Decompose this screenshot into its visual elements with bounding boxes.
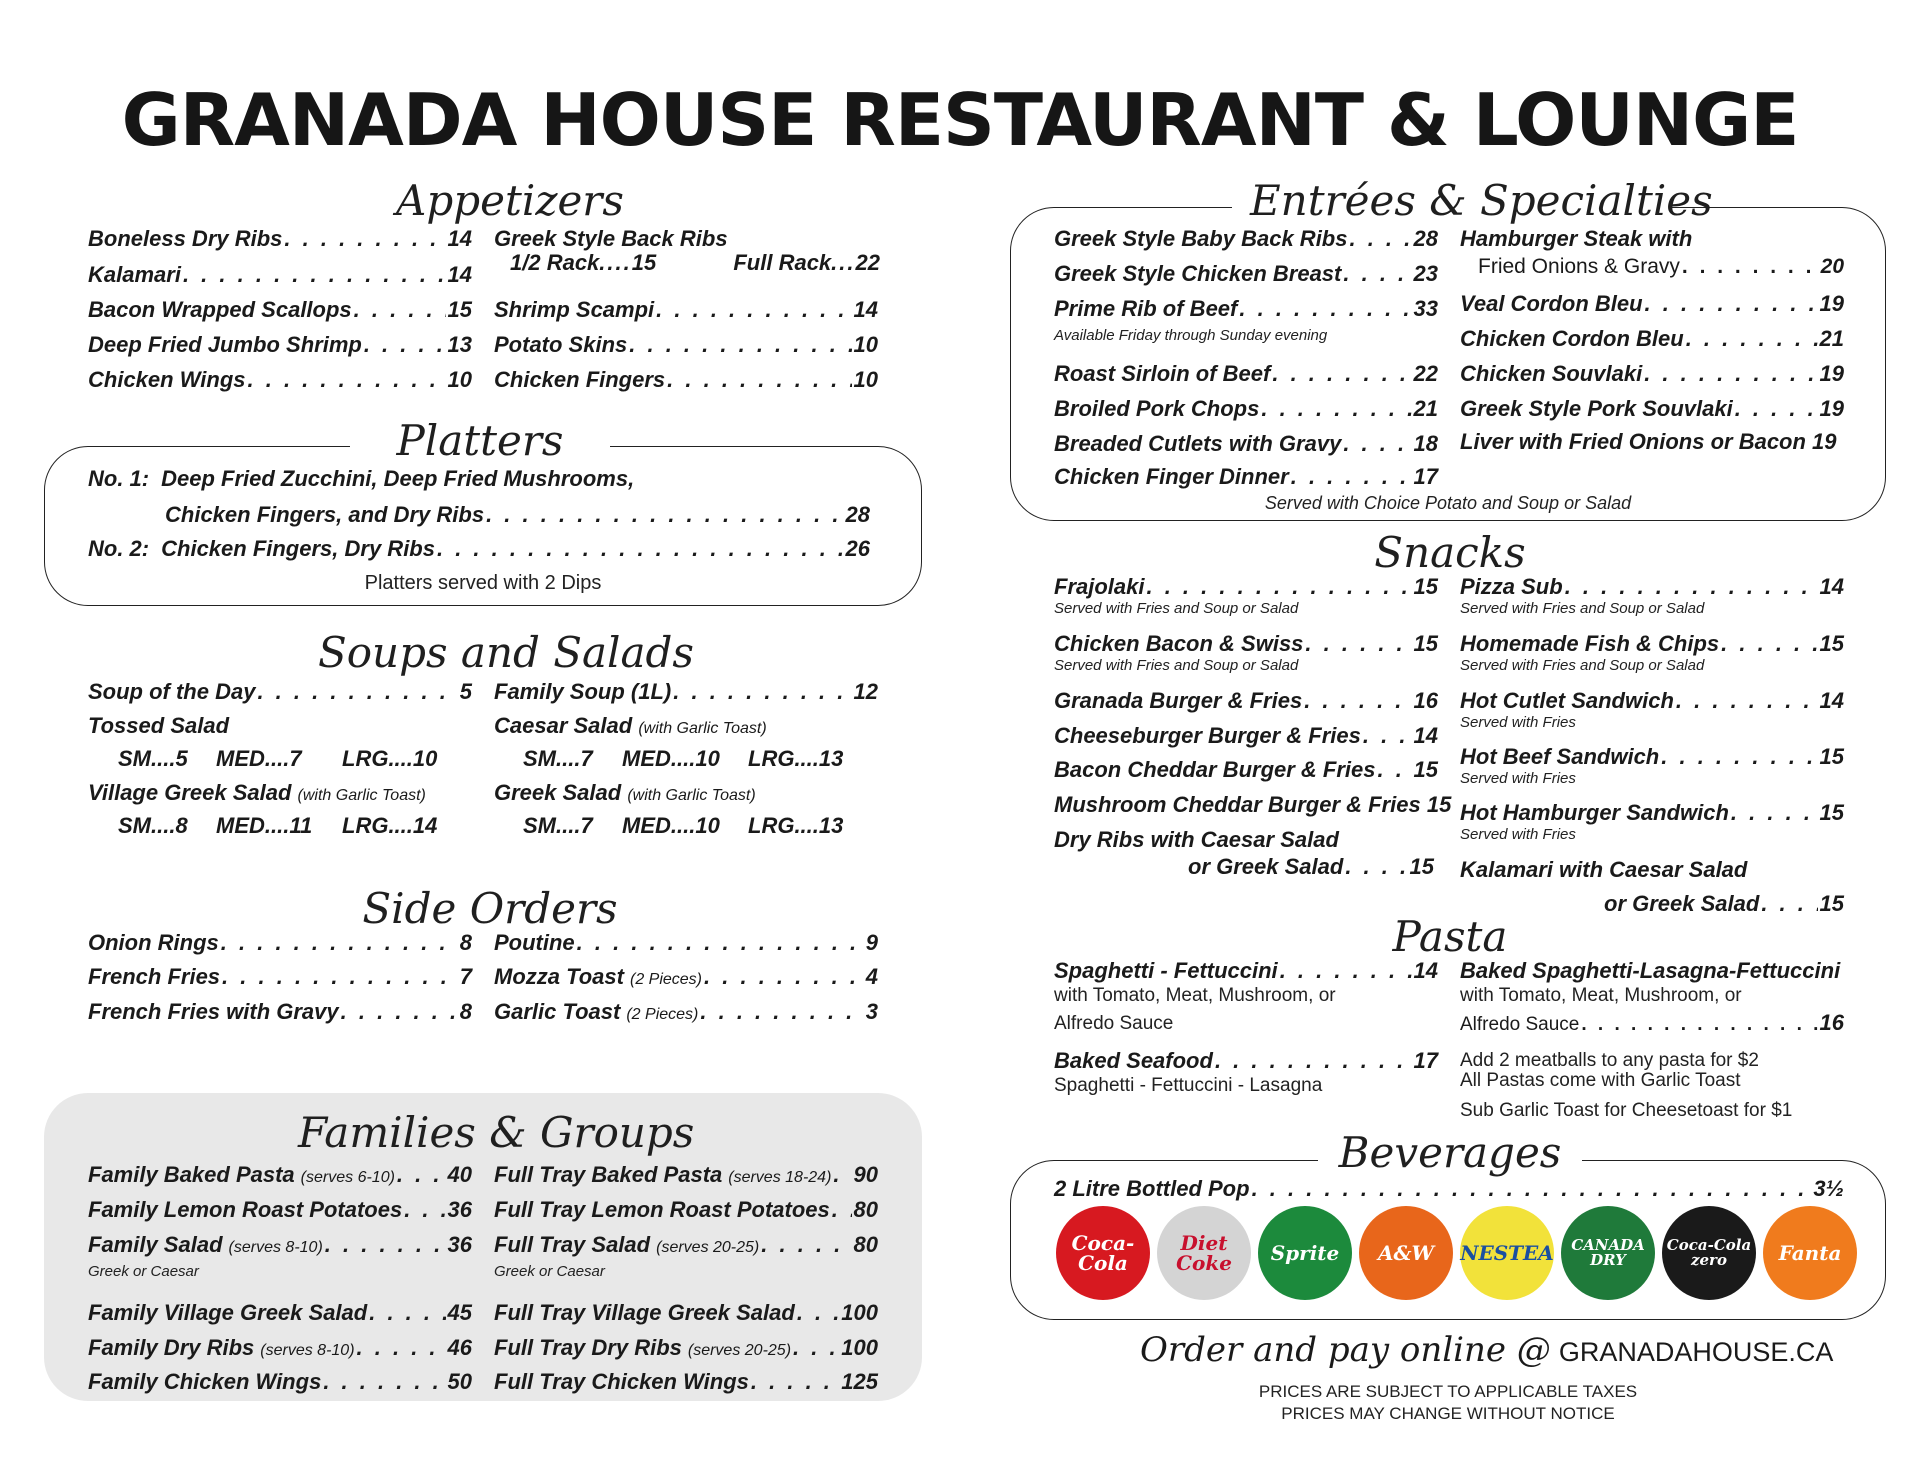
item-name: Chicken Bacon & Swiss (1054, 631, 1304, 656)
price-change-note: PRICES MAY CHANGE WITHOUT NOTICE (1281, 1404, 1615, 1423)
soda-logo: Fanta (1763, 1206, 1857, 1300)
menu-item (494, 1232, 878, 1261)
item-name: Full Tray Lemon Roast Potatoes (494, 1197, 830, 1222)
platter-2: No. 2: Chicken Fingers, Dry Ribs . . . 26 (88, 536, 870, 562)
soda-logo: Sprite (1258, 1206, 1352, 1300)
size-price: LRG....13 (748, 813, 844, 838)
item-price: 15 (447, 297, 472, 322)
menu-item: Village Greek Salad (with Garlic Toast) (88, 780, 426, 805)
leader-dots (1676, 688, 1818, 714)
item-name: Prime Rib of Beef (1054, 296, 1238, 321)
leader-dots (248, 367, 446, 393)
size-price: SM....8 (118, 813, 188, 838)
leader-dots (404, 1197, 445, 1223)
item-price: 19 (1819, 361, 1844, 386)
soda-logo: Coca-Cola (1056, 1206, 1150, 1300)
menu-item (494, 930, 878, 956)
size-price: LRG....13 (748, 746, 844, 771)
menu-item (1054, 431, 1438, 457)
item-price: 15 (1819, 631, 1844, 656)
menu-item (88, 226, 472, 252)
leader-dots (1343, 261, 1411, 287)
menu-item: Spaghetti - Fettuccini . . . 14 (1054, 958, 1438, 984)
menu-item (1460, 396, 1844, 422)
menu-item: or Greek Salad . . . 15 (1188, 854, 1434, 880)
item-price: 14 (447, 226, 472, 251)
families-heading: Families & Groups (298, 1108, 695, 1157)
leader-dots (221, 930, 458, 956)
menu-item (88, 1300, 472, 1326)
soda-logo: CANADA DRY (1561, 1206, 1655, 1300)
item-name: Family Salad (88, 1232, 223, 1257)
item-price: 100 (841, 1300, 878, 1325)
leader-dots (656, 297, 851, 323)
item-price: 13 (447, 332, 472, 357)
item-price: 4 (865, 964, 878, 989)
leader-dots (364, 332, 446, 358)
pasta-heading: Pasta (1392, 912, 1508, 961)
item-name: Granada Burger & Fries (1054, 688, 1303, 713)
menu-item: Greek Style Back Ribs (494, 226, 728, 251)
item-name: French Fries (88, 964, 221, 989)
pasta-note: All Pastas come with Garlic Toast (1460, 1070, 1741, 1091)
menu-item (88, 297, 472, 323)
item-price: 23 (1413, 261, 1438, 286)
appetizers-heading: Appetizers (396, 176, 624, 225)
item-price: 10 (447, 367, 472, 392)
leader-dots (1363, 723, 1412, 749)
item-price: 21 (1413, 396, 1438, 421)
leader-dots (1343, 431, 1411, 457)
item-name: Pizza Sub (1460, 574, 1563, 599)
leader-dots (1305, 631, 1411, 657)
item-name: Poutine (494, 930, 575, 955)
item-name: Family Dry Ribs (88, 1335, 255, 1360)
menu-item: Caesar Salad (with Garlic Toast) (494, 713, 767, 738)
item-name: Chicken Souvlaki (1460, 361, 1643, 386)
item-price: 3 (865, 999, 878, 1024)
item-name: French Fries with Gravy (88, 999, 339, 1024)
pasta-desc: Alfredo Sauce (1054, 1013, 1174, 1034)
item-note: (2 Pieces) (629, 971, 703, 988)
order-online-label: Order and pay online @ (1140, 1330, 1551, 1370)
menu-item: 1/2 Rack .... 15 Full Rack ... 22 (510, 250, 880, 275)
item-price: 36 (447, 1232, 472, 1257)
menu-item: Greek Salad (with Garlic Toast) (494, 780, 756, 805)
item-subtitle: Served with Fries and Soup or Salad (1460, 657, 1705, 674)
leader-dots (222, 964, 458, 990)
item-name: Family Baked Pasta (88, 1162, 295, 1187)
menu-item (88, 930, 472, 956)
item-price: 50 (447, 1369, 472, 1394)
menu-item (1054, 396, 1438, 422)
menu-item (494, 332, 878, 358)
menu-item (1054, 261, 1438, 287)
size-price: LRG....14 (342, 813, 438, 838)
leader-dots (704, 964, 864, 990)
menu-item (1054, 296, 1438, 322)
leader-dots (357, 1335, 446, 1361)
item-name: Chicken Cordon Bleu (1460, 326, 1684, 351)
item-price: 46 (447, 1335, 472, 1360)
item-price: 14 (1413, 723, 1438, 748)
item-price: 100 (841, 1335, 878, 1360)
menu-item (494, 964, 878, 993)
item-note: (serves 6-10) (300, 1169, 395, 1186)
menu-item (494, 297, 878, 323)
item-price: 22 (1413, 361, 1438, 386)
leader-dots (751, 1369, 839, 1395)
item-name: Roast Sirloin of Beef (1054, 361, 1271, 386)
leader-dots (1349, 226, 1411, 252)
menu-item (1054, 361, 1438, 387)
menu-item (494, 999, 878, 1028)
item-subtitle: Served with Fries (1460, 826, 1576, 843)
item-name: Broiled Pork Chops (1054, 396, 1260, 421)
menu-item (494, 1369, 878, 1395)
item-price: 45 (447, 1300, 472, 1325)
item-price: 15 (1413, 574, 1438, 599)
size-price: SM....7 (523, 813, 593, 838)
menu-item (1460, 361, 1844, 387)
menu-item: Hamburger Steak with (1460, 226, 1693, 251)
size-price: MED....10 (622, 813, 720, 838)
item-price: 10 (853, 332, 878, 357)
size-price: MED....10 (622, 746, 720, 771)
leader-dots (284, 226, 445, 252)
item-price: 8 (459, 999, 472, 1024)
item-price: 28 (1413, 226, 1438, 251)
item-price: 14 (1819, 688, 1844, 713)
item-name: Full Tray Baked Pasta (494, 1162, 723, 1187)
menu-item: Fried Onions & Gravy . . . 20 (1478, 254, 1844, 280)
soda-logo: Coca-Cola zero (1662, 1206, 1756, 1300)
item-name: Chicken Finger Dinner (1054, 464, 1289, 489)
platters-heading: Platters (350, 420, 610, 462)
menu-item (88, 332, 472, 358)
menu-item (1054, 723, 1438, 749)
leader-dots (1261, 396, 1411, 422)
item-name: Full Tray Chicken Wings (494, 1369, 749, 1394)
menu-item: 2 Litre Bottled Pop . . . 3½ (1054, 1176, 1844, 1202)
platter-1-cont: Chicken Fingers, and Dry Ribs . . . 28 (165, 502, 870, 528)
item-name: Bacon Wrapped Scallops (88, 297, 352, 322)
leader-dots (1731, 800, 1818, 826)
entrees-heading: Entrées & Specialties (1232, 180, 1672, 222)
menu-item (88, 1369, 472, 1395)
prime-rib-note: Available Friday through Sunday evening (1054, 327, 1328, 344)
item-subtitle: Served with Fries (1460, 714, 1576, 731)
soda-logo: NESTEA (1460, 1206, 1554, 1300)
menu-item (1460, 574, 1844, 600)
leader-dots (1644, 361, 1817, 387)
entrees-note: Served with Choice Potato and Soup or Salad (1264, 493, 1632, 513)
item-name: Full Tray Salad (494, 1232, 651, 1257)
item-note: (serves 8-10) (228, 1239, 323, 1256)
leader-dots (761, 1232, 851, 1258)
item-name: Boneless Dry Ribs (88, 226, 283, 251)
item-price: 15 (1413, 757, 1438, 782)
leader-dots (397, 1162, 446, 1188)
sides-heading: Side Orders (362, 884, 618, 933)
leader-dots (700, 999, 863, 1025)
item-note: (2 Pieces) (626, 1006, 699, 1023)
size-price: SM....7 (523, 746, 593, 771)
item-price: 10 (853, 367, 878, 392)
item-name: Family Chicken Wings (88, 1369, 322, 1394)
item-price: 40 (447, 1162, 472, 1187)
item-price: 14 (853, 297, 878, 322)
item-price: 18 (1413, 431, 1438, 456)
menu-item (1460, 688, 1844, 714)
menu-item (1054, 792, 1452, 818)
item-price: 80 (853, 1232, 878, 1257)
leader-dots (369, 1300, 445, 1326)
item-price: 21 (1819, 326, 1844, 351)
item-price: 14 (1819, 574, 1844, 599)
menu-item (1460, 326, 1844, 352)
menu-item (494, 1197, 878, 1223)
item-price: 7 (459, 964, 472, 989)
item-name: Family Village Greek Salad (88, 1300, 368, 1325)
order-online[interactable] (1140, 1330, 1833, 1370)
menu-item (88, 1162, 472, 1191)
menu-item (88, 1232, 472, 1261)
item-name: Chicken Wings (88, 367, 246, 392)
menu-item: Soup of the Day . . . 5 (88, 679, 472, 705)
item-name: Potato Skins (494, 332, 628, 357)
item-price: 15 (1413, 631, 1438, 656)
leader-dots (183, 262, 446, 288)
item-name: Hot Beef Sandwich (1460, 744, 1660, 769)
item-name: Greek Style Baby Back Ribs (1054, 226, 1348, 251)
item-note: (serves 20-25) (687, 1342, 792, 1359)
item-note: (serves 20-25) (656, 1239, 760, 1256)
menu-item: Alfredo Sauce . . . 16 (1460, 1010, 1844, 1038)
family-salad-note: Greek or Caesar (88, 1263, 199, 1280)
item-price: 17 (1413, 464, 1438, 489)
menu-item: Tossed Salad (88, 713, 230, 738)
leader-dots (1645, 291, 1818, 317)
size-price: LRG....10 (342, 746, 438, 771)
leader-dots (1686, 326, 1818, 352)
leader-dots (1661, 744, 1817, 770)
menu-item (88, 1197, 472, 1223)
menu-item: Family Soup (1L) . . . 12 (494, 679, 878, 705)
leader-dots (1735, 396, 1818, 422)
menu-item (88, 964, 472, 990)
leader-dots (797, 1300, 839, 1326)
pasta-desc: with Tomato, Meat, Mushroom, or (1460, 985, 1742, 1006)
leader-dots (1378, 757, 1412, 783)
item-name: Full Tray Dry Ribs (494, 1335, 682, 1360)
item-subtitle: Served with Fries and Soup or Salad (1054, 600, 1299, 617)
size-price: SM....5 (118, 746, 188, 771)
item-name: Deep Fried Jumbo Shrimp (88, 332, 362, 357)
pasta-note: Sub Garlic Toast for Cheesetoast for $1 (1460, 1100, 1793, 1121)
leader-dots (1239, 296, 1411, 322)
item-note: (serves 8-10) (260, 1342, 355, 1359)
item-name: Hot Hamburger Sandwich (1460, 800, 1729, 825)
menu-item (1054, 574, 1438, 600)
menu-item (494, 1335, 878, 1364)
leader-dots (667, 367, 851, 393)
platters-note: Platters served with 2 Dips (364, 572, 602, 594)
item-name: Shrimp Scampi (494, 297, 655, 322)
item-price: 8 (459, 930, 472, 955)
leader-dots (341, 999, 458, 1025)
leader-dots (793, 1335, 839, 1361)
page-title: GRANADA HOUSE RESTAURANT & LOUNGE (121, 78, 1799, 162)
leader-dots (577, 930, 864, 956)
item-price: 90 (853, 1162, 878, 1187)
menu-item (494, 1162, 878, 1191)
item-name: Greek Style Pork Souvlaki (1460, 396, 1733, 421)
soups-heading: Soups and Salads (318, 628, 694, 677)
soda-logo: Diet Coke (1157, 1206, 1251, 1300)
menu-item: Kalamari with Caesar Salad (1460, 857, 1748, 882)
item-price: 9 (865, 930, 878, 955)
leader-dots (323, 1369, 445, 1395)
item-name: Homemade Fish & Chips (1460, 631, 1720, 656)
item-name: Hot Cutlet Sandwich (1460, 688, 1674, 713)
item-name: Bacon Cheddar Burger & Fries (1054, 757, 1376, 782)
leader-dots (1146, 574, 1411, 600)
item-name: Garlic Toast (494, 999, 621, 1024)
menu-item: Dry Ribs with Caesar Salad (1054, 827, 1339, 852)
menu-item (88, 367, 472, 393)
item-name: Onion Rings (88, 930, 219, 955)
leader-dots (1272, 361, 1411, 387)
leader-dots (354, 297, 446, 323)
item-price: 14 (447, 262, 472, 287)
menu-item: Baked Seafood . . . 17 (1054, 1048, 1438, 1074)
menu-item (1460, 800, 1844, 826)
item-name: Frajolaki (1054, 574, 1145, 599)
item-price: 125 (841, 1369, 878, 1394)
leader-dots (325, 1232, 446, 1258)
item-price: 16 (1413, 688, 1438, 713)
item-price: 19 (1819, 396, 1844, 421)
menu-item: Liver with Fried Onions or Bacon 19 (1460, 429, 1837, 454)
leader-dots (629, 332, 851, 358)
menu-item (494, 367, 878, 393)
menu-item (494, 1300, 878, 1326)
leader-dots (1565, 574, 1818, 600)
menu-item (1460, 291, 1844, 317)
leader-dots (833, 1162, 851, 1188)
size-price: MED....11 (216, 813, 313, 838)
leader-dots (832, 1197, 852, 1223)
pasta-desc: with Tomato, Meat, Mushroom, or (1054, 985, 1336, 1006)
item-subtitle: Served with Fries and Soup or Salad (1460, 600, 1705, 617)
menu-item (88, 999, 472, 1025)
menu-item: or Greek Salad . . . 15 (1604, 891, 1844, 917)
tray-salad-note: Greek or Caesar (494, 1263, 605, 1280)
menu-item (1460, 631, 1844, 657)
item-name: Kalamari (88, 262, 181, 287)
menu-item (1054, 464, 1438, 490)
menu-item: Baked Spaghetti-Lasagna-Fettuccini (1460, 958, 1841, 983)
menu-item (1054, 688, 1438, 714)
item-price: 15 (1819, 800, 1844, 825)
size-price: MED....7 (216, 746, 302, 771)
menu-item (88, 262, 472, 288)
menu-item (1460, 744, 1844, 770)
item-name: Full Tray Village Greek Salad (494, 1300, 795, 1325)
item-subtitle: Served with Fries and Soup or Salad (1054, 657, 1299, 674)
menu-item (1054, 757, 1438, 783)
item-price: 15 (1819, 744, 1844, 769)
item-price: 19 (1819, 291, 1844, 316)
beverages-heading: Beverages (1318, 1132, 1582, 1174)
menu-item (1054, 631, 1438, 657)
item-subtitle: Served with Fries (1460, 770, 1576, 787)
item-name: Cheeseburger Burger & Fries (1054, 723, 1361, 748)
item-note: (serves 18-24) (728, 1169, 832, 1186)
menu-item (1054, 226, 1438, 252)
taxes-note: PRICES ARE SUBJECT TO APPLICABLE TAXES (1258, 1382, 1638, 1401)
item-name: Veal Cordon Bleu (1460, 291, 1643, 316)
menu-item (88, 1335, 472, 1364)
item-name: Mozza Toast (494, 964, 624, 989)
soda-logo: A&W (1359, 1206, 1453, 1300)
leader-dots (1304, 688, 1411, 714)
item-price: 80 (853, 1197, 878, 1222)
leader-dots (1721, 631, 1817, 657)
item-name: Breaded Cutlets with Gravy (1054, 431, 1342, 456)
pasta-desc: Spaghetti - Fettuccini - Lasagna (1054, 1075, 1323, 1096)
item-price: 36 (447, 1197, 472, 1222)
item-price: 33 (1413, 296, 1438, 321)
item-name: Family Lemon Roast Potatoes (88, 1197, 403, 1222)
item-name: Greek Style Chicken Breast (1054, 261, 1342, 286)
item-name: Mushroom Cheddar Burger & Fries 15 (1054, 792, 1452, 817)
platter-1: No. 1: Deep Fried Zucchini, Deep Fried Mushrooms, (88, 466, 635, 491)
website-link[interactable]: GRANADAHOUSE.CA (1558, 1337, 1834, 1367)
item-name: Chicken Fingers (494, 367, 666, 392)
pasta-note: Add 2 meatballs to any pasta for $2 (1460, 1050, 1759, 1071)
leader-dots (1291, 464, 1412, 490)
snacks-heading: Snacks (1374, 528, 1526, 577)
